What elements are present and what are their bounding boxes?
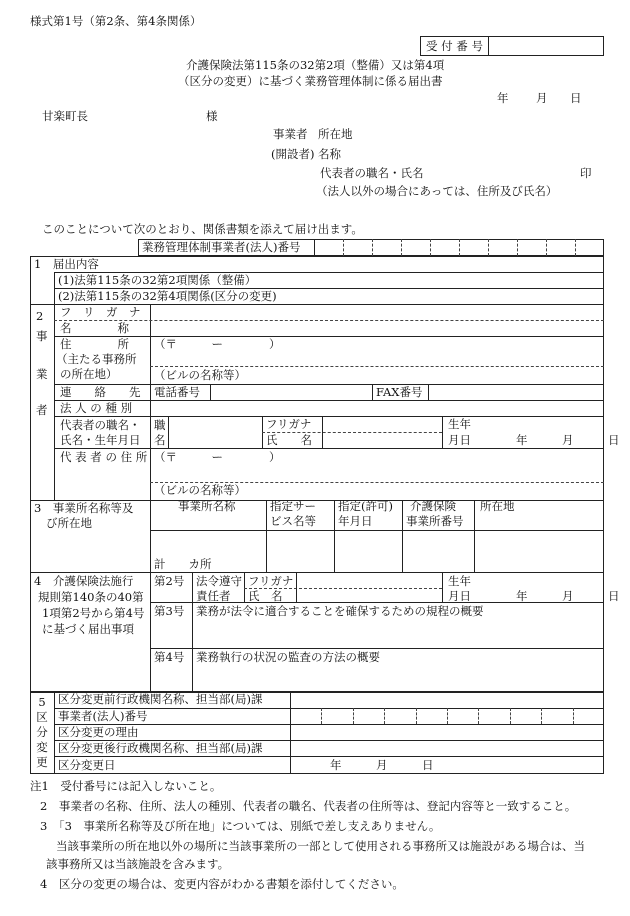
facility-service-field[interactable] [270,534,330,568]
label-compliance-furigana: フリガナ [248,574,294,588]
addressee: 甘楽町長 [42,109,88,123]
receipt-number-label: 受 付 番 号 [426,39,483,53]
label-jigyosha: 事業者 [273,127,308,141]
postal-code-field[interactable]: （〒 ー ） [154,337,281,351]
label-change-date: 区分変更日 [58,758,116,772]
col-date1: 指定(許可) [338,499,393,513]
digit-separator [546,239,547,256]
section5-side-4: 変 [36,740,48,754]
form-title-line1: 介護保険法第115条の32第2項（整備）又は第4項 [186,58,445,72]
note-2: 2 事業者の名称、住所、法人の種別、代表者の職名、代表者の住所等は、登記内容等と一致すること。 [40,799,577,813]
label-rep-shimei: 氏 名 [266,433,312,447]
col-service2: ビス名等 [270,514,316,528]
section3-title2: び所在地 [46,516,92,530]
addressee-honorific: 様 [206,109,218,123]
date-year: 年 [497,91,509,105]
digit-separator [478,708,479,724]
digit-separator [459,239,460,256]
section4-title2: 規則第140条の40第 [38,590,144,604]
col-facility-name: 事業所名称 [178,499,236,513]
rep-birthdate-field[interactable]: 年 月 日 [516,433,620,447]
section4-title4: に基づく届出事項 [42,622,134,636]
label-compliance-shimei: 氏 名 [248,589,283,603]
label-change-reason: 区分変更の理由 [58,725,139,739]
change-date-field[interactable]: 年 月 日 [330,758,434,772]
label-rep-seinen: 生年 [448,417,471,431]
label-contact: 連 絡 先 [60,385,141,399]
label-compliance-seinen: 生年 [448,574,471,588]
digit-separator [575,239,576,256]
col-date2: 年月日 [338,514,373,528]
seal-mark: 印 [580,166,592,180]
label-name-s2: 名 称 [60,321,129,335]
label-no4: 第4号 [154,650,185,664]
facility-date-field[interactable] [338,534,398,568]
col-facility-address: 所在地 [480,499,515,513]
corporate-type-field[interactable] [154,402,594,414]
label-furigana: フ リ ガ ナ [60,305,141,319]
digit-separator [401,239,402,256]
rep-name-field[interactable] [326,434,438,446]
section2-side-3: 者 [36,403,48,417]
rep-position-field[interactable] [172,420,258,446]
no3-field[interactable] [196,622,600,644]
name-field[interactable] [154,322,594,335]
new-agency-field[interactable] [294,742,600,754]
date-day: 日 [570,91,582,105]
label-rep-address: 代 表 者 の 住 所 [60,450,148,464]
option-kubun-henko[interactable]: (2)法第115条の32第4項関係(区分の変更) [58,289,277,303]
section4-title3: 1項第2号から第4号 [42,606,145,620]
section2-number: 2 [36,309,44,323]
col-facility-no2: 事業所番号 [406,514,464,528]
receipt-number-field[interactable] [492,39,600,53]
digit-separator [517,239,518,256]
section2-side-1: 事 [36,329,48,343]
change-reason-field[interactable] [294,726,600,738]
intro-text: このことについて次のとおり、関係書類を添えて届け出ます。 [42,222,363,236]
building-name-field[interactable]: （ビルの名称等） [154,368,246,382]
compliance-name-field[interactable] [300,590,438,601]
section5-side-1: 5 [38,695,46,709]
no4-field[interactable] [196,668,600,688]
no4-description: 業務執行の状況の監査の方法の概要 [196,650,380,664]
label-location: 所在地 [318,127,353,141]
fax-field[interactable] [432,386,598,398]
rep-postal-field[interactable]: （〒 ー ） [154,450,281,464]
note-3-detail-1: 当該事業所の所在地以外の場所に当該事業所の一部として使用される事務所又は施設がある場合は、当 [56,839,585,853]
form-title-line2: （区分の変更）に基づく業務管理体制に係る届出書 [178,74,443,88]
label-compliance2: 責任者 [196,589,231,603]
section2-side-2: 業 [36,367,48,381]
label-tel: 電話番号 [154,385,200,399]
business-number-label: 業務管理体制事業者(法人)番号 [142,240,301,254]
digit-separator [541,708,542,724]
label-rep-title1: 代表者の職名・ [60,418,141,432]
option-seibi[interactable]: (1)法第115条の32第2項関係（整備） [58,273,257,287]
digit-separator [353,708,354,724]
section5-side-3: 分 [36,725,48,739]
label-no3: 第3号 [154,604,185,618]
date-month: 月 [536,91,548,105]
digit-separator [510,708,511,724]
label-name: 名称 [318,147,341,161]
label-address-sub2: の所在地） [60,367,118,381]
label-kubun-business-no: 事業者(法人)番号 [58,709,148,723]
label-representative: 代表者の職名・氏名 [320,166,424,180]
note-4: 4 区分の変更の場合は、変更内容がわかる書類を添付してください。 [40,877,404,891]
digit-separator [343,239,344,256]
label-prev-agency: 区分変更前行政機関名称、担当部(局)課 [58,692,263,706]
section4-title1: 4 介護保険法施行 [34,574,134,588]
section1-title: 1 届出内容 [34,257,99,271]
form-number: 様式第1号（第2条、第4条関係） [30,14,202,28]
note-non-corporate: （法人以外の場合にあっては、住所及び氏名） [316,184,558,198]
digit-separator [488,239,489,256]
label-fax: FAX番号 [376,385,423,399]
section3-title1: 3 事業所名称等及 [34,501,134,515]
tel-field[interactable] [214,386,364,398]
label-compliance1: 法令遵守 [196,574,242,588]
label-rep-gappi: 月日 [448,433,471,447]
digit-separator [573,708,574,724]
digit-separator [416,708,417,724]
note-3: 3 「3 事業所名称等及び所在地」については、別紙で差し支えありません。 [40,819,441,833]
compliance-furigana-field[interactable] [300,575,438,587]
kubun-business-number-field[interactable] [290,708,604,724]
col-service1: 指定サー [270,499,316,513]
facility-number-field[interactable] [406,534,470,568]
label-new-agency: 区分変更後行政機関名称、担当部(局)課 [58,741,263,755]
label-corporate-type: 法 人 の 種 別 [60,401,133,415]
compliance-birthdate-field[interactable]: 年 月 日 [516,589,620,603]
note-3-detail-2: 該事務所又は当該施設を含みます。 [46,857,230,871]
label-rep-furigana: フリガナ [266,417,312,431]
prev-agency-field[interactable] [294,693,600,705]
facility-address-field[interactable] [478,534,600,568]
label-shokumei-1: 職 [154,418,166,432]
no3-description: 業務が法令に適合することを確保するための規程の概要 [196,604,484,618]
section5-side-5: 更 [36,755,48,769]
furigana-field[interactable] [154,307,594,319]
digit-separator [447,708,448,724]
digit-separator [321,708,322,724]
rep-building-field[interactable]: （ビルの名称等） [154,483,246,497]
label-address: 住 所 [60,337,129,351]
facility-total: 計 カ所 [154,557,212,571]
col-facility-no1: 介護保険 [410,499,456,513]
business-number-field[interactable] [314,239,604,256]
rep-furigana-field[interactable] [326,418,438,430]
label-address-sub1: （主たる事務所 [56,352,137,366]
digit-separator [372,239,373,256]
label-rep-title2: 氏名・生年月日 [60,433,141,447]
note-1: 注1 受付番号には記入しないこと。 [30,779,222,793]
digit-separator [384,708,385,724]
digit-separator [430,239,431,256]
label-founder: (開設者) [271,147,315,161]
label-compliance-gappi: 月日 [448,589,471,603]
label-shokumei-2: 名 [154,433,166,447]
label-no2: 第2号 [154,574,185,588]
section5-side-2: 区 [36,710,48,724]
